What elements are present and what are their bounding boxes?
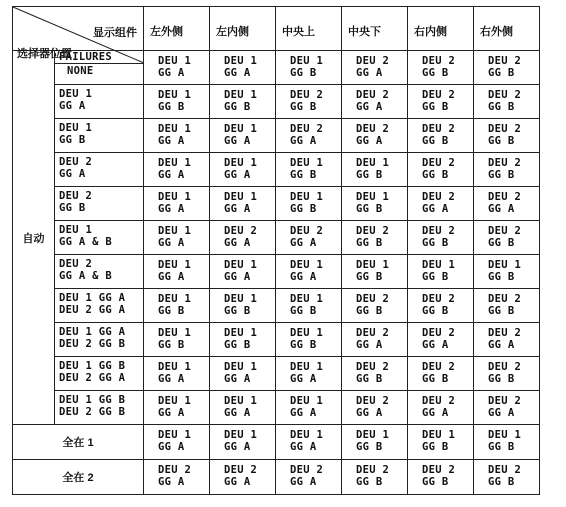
cell-line-gg: GG B [290, 101, 317, 113]
display-cell [474, 119, 540, 153]
cell-line-gg: GG A [488, 339, 515, 351]
cell-line-deu: DEU 2 [488, 157, 522, 169]
cell-line-deu: DEU 1 [158, 327, 192, 339]
display-cell [408, 221, 474, 255]
cell-line-deu: DEU 2 [224, 464, 258, 476]
display-cell [144, 153, 210, 187]
display-cell [276, 51, 342, 85]
cell-line-deu: DEU 1 [356, 429, 390, 441]
cell-line-deu: DEU 1 [158, 191, 192, 203]
display-cell [408, 323, 474, 357]
table-row [13, 153, 540, 187]
cell-line-deu: DEU 1 [224, 259, 258, 271]
condition-line-2: GG B [59, 202, 86, 214]
cell-line-gg: GG A [158, 237, 185, 249]
cell-line-deu: DEU 1 [224, 89, 258, 101]
mode-auto-label: 自动 [13, 51, 55, 425]
cell-line-gg: GG B [488, 476, 515, 488]
cell-line-deu: DEU 2 [488, 464, 522, 476]
display-cell [210, 391, 276, 425]
cell-line-gg: GG A [224, 407, 251, 419]
cell-line-gg: GG A [158, 135, 185, 147]
cell-line-deu: DEU 2 [488, 55, 522, 67]
display-cell [144, 221, 210, 255]
cell-line-gg: GG A [158, 476, 185, 488]
display-cell [276, 357, 342, 391]
cell-line-deu: DEU 2 [356, 464, 390, 476]
display-cell [474, 289, 540, 323]
display-cell [474, 221, 540, 255]
cell-line-deu: DEU 2 [422, 157, 456, 169]
cell-line-deu: DEU 2 [158, 464, 192, 476]
cell-line-deu: DEU 2 [290, 89, 324, 101]
condition-line-1: DEU 1 GG A [59, 292, 126, 304]
failure-condition [55, 391, 144, 425]
display-cell [474, 357, 540, 391]
cell-line-gg: GG A [158, 271, 185, 283]
failure-condition [55, 357, 144, 391]
cell-line-deu: DEU 1 [224, 395, 258, 407]
display-cell [474, 391, 540, 425]
cell-line-deu: DEU 2 [422, 191, 456, 203]
display-cell [144, 391, 210, 425]
cell-line-deu: DEU 1 [158, 89, 192, 101]
cell-line-gg: GG B [290, 305, 317, 317]
cell-line-gg: GG B [356, 271, 383, 283]
condition-line-1: DEU 1 GG A [59, 326, 126, 338]
table-row [13, 187, 540, 221]
cell-line-deu: DEU 2 [290, 123, 324, 135]
cell-line-gg: GG A [422, 407, 449, 419]
display-cell [210, 460, 276, 495]
display-cell [342, 255, 408, 289]
table-row [13, 221, 540, 255]
cell-line-gg: GG A [158, 203, 185, 215]
display-cell [144, 119, 210, 153]
cell-line-gg: GG B [488, 441, 515, 453]
display-cell [144, 187, 210, 221]
display-cell [342, 323, 408, 357]
condition-line-2: DEU 2 GG B [59, 338, 126, 350]
cell-line-deu: DEU 2 [356, 123, 390, 135]
display-cell [474, 187, 540, 221]
cell-line-gg: GG B [158, 339, 185, 351]
display-cell [144, 85, 210, 119]
cell-line-deu: DEU 1 [158, 395, 192, 407]
display-cell [144, 255, 210, 289]
cell-line-deu: DEU 1 [224, 191, 258, 203]
cell-line-deu: DEU 2 [488, 395, 522, 407]
table-row [13, 460, 540, 495]
cell-line-gg: GG A [158, 373, 185, 385]
cell-line-deu: DEU 1 [158, 157, 192, 169]
col-header-center-lower: 中央下 [342, 7, 408, 51]
cell-line-deu: DEU 1 [290, 361, 324, 373]
condition-line-1: DEU 1 [59, 88, 93, 100]
cell-line-gg: GG A [356, 135, 383, 147]
cell-line-deu: DEU 1 [158, 225, 192, 237]
cell-line-deu: DEU 2 [356, 293, 390, 305]
cell-line-deu: DEU 1 [224, 361, 258, 373]
cell-line-deu: DEU 1 [290, 327, 324, 339]
table-row [13, 255, 540, 289]
cell-line-gg: GG B [422, 305, 449, 317]
cell-line-gg: GG A [356, 101, 383, 113]
cell-line-deu: DEU 1 [290, 259, 324, 271]
condition-line-1: DEU 1 GG B [59, 360, 126, 372]
cell-line-deu: DEU 1 [488, 429, 522, 441]
cell-line-deu: DEU 2 [356, 89, 390, 101]
cell-line-gg: GG B [158, 101, 185, 113]
cell-line-gg: GG A [356, 67, 383, 79]
cell-line-deu: DEU 1 [290, 293, 324, 305]
display-cell [342, 425, 408, 460]
condition-line-1: DEU 1 [59, 122, 93, 134]
failure-condition [55, 153, 144, 187]
display-cell [276, 221, 342, 255]
cell-line-gg: GG A [290, 407, 317, 419]
cell-line-deu: DEU 2 [422, 327, 456, 339]
cell-line-gg: GG A [290, 373, 317, 385]
display-cell [408, 85, 474, 119]
cell-line-gg: GG A [224, 441, 251, 453]
cell-line-deu: DEU 2 [488, 225, 522, 237]
cell-line-deu: DEU 2 [356, 395, 390, 407]
condition-line-1: DEU 1 [59, 224, 93, 236]
cell-line-gg: GG B [356, 305, 383, 317]
cell-line-deu: DEU 2 [422, 361, 456, 373]
cell-line-gg: GG B [356, 476, 383, 488]
cell-line-deu: DEU 1 [290, 429, 324, 441]
display-cell [342, 187, 408, 221]
cell-line-deu: DEU 2 [488, 123, 522, 135]
cell-line-deu: DEU 1 [422, 429, 456, 441]
cell-line-gg: GG A [488, 203, 515, 215]
cell-line-deu: DEU 1 [158, 55, 192, 67]
col-header-left-inner: 左内侧 [210, 7, 276, 51]
cell-line-gg: GG A [290, 135, 317, 147]
cell-line-gg: GG A [158, 169, 185, 181]
cell-line-deu: DEU 1 [224, 293, 258, 305]
display-cell [144, 51, 210, 85]
display-cell [474, 153, 540, 187]
cell-line-gg: GG A [224, 476, 251, 488]
cell-line-gg: GG B [488, 67, 515, 79]
display-cell [210, 119, 276, 153]
cell-line-gg: GG A [290, 476, 317, 488]
display-cell [408, 187, 474, 221]
table-row [13, 425, 540, 460]
cell-line-gg: GG B [488, 237, 515, 249]
col-header-right-inner: 右内侧 [408, 7, 474, 51]
cell-line-gg: GG A [356, 339, 383, 351]
display-cell [408, 425, 474, 460]
display-cell [210, 323, 276, 357]
display-cell [144, 289, 210, 323]
display-cell [144, 357, 210, 391]
failure-condition [55, 255, 144, 289]
cell-line-gg: GG A [290, 271, 317, 283]
display-cell [210, 51, 276, 85]
table-row [13, 357, 540, 391]
cell-line-gg: GG B [290, 339, 317, 351]
display-cell [276, 255, 342, 289]
cell-line-gg: GG B [356, 237, 383, 249]
cell-line-deu: DEU 1 [224, 327, 258, 339]
display-cell [408, 153, 474, 187]
cell-line-gg: GG A [488, 407, 515, 419]
cell-line-deu: DEU 1 [290, 55, 324, 67]
cell-line-gg: GG B [290, 169, 317, 181]
cell-line-deu: DEU 1 [356, 157, 390, 169]
condition-line-2: DEU 2 GG B [59, 406, 126, 418]
display-cell [408, 460, 474, 495]
display-cell [408, 119, 474, 153]
display-cell [342, 460, 408, 495]
cell-line-deu: DEU 1 [224, 429, 258, 441]
cell-line-deu: DEU 2 [422, 89, 456, 101]
cell-line-deu: DEU 2 [356, 55, 390, 67]
table-row [13, 119, 540, 153]
cell-line-gg: GG B [488, 101, 515, 113]
table-row [13, 289, 540, 323]
display-cell [474, 460, 540, 495]
cell-line-deu: DEU 1 [158, 293, 192, 305]
display-cell [144, 323, 210, 357]
display-cell [408, 391, 474, 425]
cell-line-gg: GG B [422, 476, 449, 488]
display-cell [408, 289, 474, 323]
display-cell [408, 255, 474, 289]
cell-line-deu: DEU 2 [422, 293, 456, 305]
cell-line-gg: GG B [488, 169, 515, 181]
cell-line-deu: DEU 2 [422, 464, 456, 476]
cell-line-deu: DEU 1 [158, 123, 192, 135]
cell-line-gg: GG B [356, 203, 383, 215]
display-cell [144, 425, 210, 460]
cell-line-deu: DEU 1 [158, 429, 192, 441]
table-row [13, 391, 540, 425]
display-cell [342, 289, 408, 323]
display-cell [408, 357, 474, 391]
selector-position-label: 选择器位置 [17, 48, 72, 60]
cell-line-gg: GG A [158, 67, 185, 79]
cell-line-deu: DEU 1 [158, 361, 192, 373]
condition-line-2: GG A [59, 100, 86, 112]
header-row [13, 7, 540, 51]
cell-line-gg: GG A [356, 407, 383, 419]
display-cell [474, 51, 540, 85]
cell-line-gg: GG B [422, 67, 449, 79]
failure-condition [55, 85, 144, 119]
cell-line-gg: GG B [224, 339, 251, 351]
display-cell [276, 425, 342, 460]
display-cell [276, 119, 342, 153]
condition-line-1: DEU 2 [59, 156, 93, 168]
condition-line-2: GG A & B [59, 236, 112, 248]
cell-line-deu: DEU 1 [224, 55, 258, 67]
failures-label: FAILURES [55, 51, 143, 64]
cell-line-deu: DEU 1 [290, 157, 324, 169]
display-cell [474, 85, 540, 119]
display-cell [474, 323, 540, 357]
selector-all-label: 全在 2 [13, 460, 144, 495]
cell-line-gg: GG A [158, 441, 185, 453]
cell-line-gg: GG A [422, 339, 449, 351]
cell-line-deu: DEU 1 [224, 157, 258, 169]
cell-line-deu: DEU 1 [356, 191, 390, 203]
cell-line-gg: GG B [356, 441, 383, 453]
condition-line-1: DEU 2 [59, 258, 93, 270]
condition-line-2: GG B [59, 134, 86, 146]
cell-line-gg: GG B [422, 101, 449, 113]
display-cell [210, 85, 276, 119]
display-cell [276, 323, 342, 357]
cell-line-gg: GG B [422, 271, 449, 283]
display-cell [276, 153, 342, 187]
cell-line-gg: GG A [158, 407, 185, 419]
cell-line-deu: DEU 2 [356, 361, 390, 373]
table-body [13, 51, 540, 495]
cell-line-gg: GG A [224, 169, 251, 181]
cell-line-deu: DEU 2 [290, 464, 324, 476]
col-header-left-outer: 左外侧 [144, 7, 210, 51]
cell-line-deu: DEU 2 [290, 225, 324, 237]
display-cell [342, 119, 408, 153]
display-cell [342, 221, 408, 255]
cell-line-gg: GG B [290, 203, 317, 215]
display-cell [276, 391, 342, 425]
failure-condition [55, 289, 144, 323]
cell-line-gg: GG B [422, 441, 449, 453]
cell-line-deu: DEU 1 [290, 191, 324, 203]
display-cell [210, 255, 276, 289]
cell-line-gg: GG B [224, 101, 251, 113]
cell-line-gg: GG A [224, 135, 251, 147]
cell-line-gg: GG B [158, 305, 185, 317]
display-cell [342, 85, 408, 119]
cell-line-deu: DEU 1 [224, 123, 258, 135]
display-cell [342, 51, 408, 85]
failure-condition [55, 119, 144, 153]
display-cell [210, 153, 276, 187]
cell-line-gg: GG A [224, 373, 251, 385]
cell-line-gg: GG A [422, 203, 449, 215]
cell-line-gg: GG B [422, 135, 449, 147]
cell-line-deu: DEU 2 [224, 225, 258, 237]
cell-line-gg: GG A [224, 237, 251, 249]
cell-line-deu: DEU 1 [158, 259, 192, 271]
display-cell [342, 391, 408, 425]
cell-line-gg: GG A [290, 441, 317, 453]
display-component-label: 显示组件 [93, 27, 137, 39]
cell-line-deu: DEU 1 [290, 395, 324, 407]
display-cell [408, 51, 474, 85]
display-cell [474, 425, 540, 460]
cell-line-deu: DEU 2 [356, 327, 390, 339]
cell-line-deu: DEU 2 [488, 191, 522, 203]
cell-line-deu: DEU 1 [488, 259, 522, 271]
cell-line-deu: DEU 2 [356, 225, 390, 237]
cell-line-gg: GG B [290, 67, 317, 79]
cell-line-deu: DEU 2 [488, 327, 522, 339]
failure-condition [55, 187, 144, 221]
cell-line-gg: GG A [224, 271, 251, 283]
cell-line-gg: GG B [356, 373, 383, 385]
condition-line-2: GG A [59, 168, 86, 180]
display-cell [342, 357, 408, 391]
cell-line-gg: GG A [290, 237, 317, 249]
condition-line-1: DEU 1 GG B [59, 394, 126, 406]
display-cell [276, 460, 342, 495]
cell-line-deu: DEU 2 [488, 89, 522, 101]
col-header-right-outer: 右外侧 [474, 7, 540, 51]
condition-line-2: DEU 2 GG A [59, 372, 126, 384]
condition-line-1: DEU 2 [59, 190, 93, 202]
cell-line-deu: DEU 2 [422, 395, 456, 407]
cell-line-deu: DEU 2 [488, 293, 522, 305]
condition-line-2: DEU 2 GG A [59, 304, 126, 316]
table-row [13, 85, 540, 119]
display-cell [210, 289, 276, 323]
deu-reconfiguration-table [12, 6, 540, 495]
failure-condition [55, 221, 144, 255]
display-cell [276, 85, 342, 119]
cell-line-gg: GG B [488, 135, 515, 147]
display-cell [210, 221, 276, 255]
failure-condition [55, 323, 144, 357]
condition-line-2: GG A & B [59, 270, 112, 282]
cell-line-gg: GG B [488, 305, 515, 317]
display-cell [342, 153, 408, 187]
none-label: NONE [67, 65, 94, 77]
table-row [13, 323, 540, 357]
cell-line-gg: GG A [224, 67, 251, 79]
cell-line-deu: DEU 2 [422, 55, 456, 67]
display-cell [144, 460, 210, 495]
cell-line-deu: DEU 2 [422, 123, 456, 135]
display-cell [276, 187, 342, 221]
cell-line-gg: GG B [422, 237, 449, 249]
cell-line-gg: GG A [224, 203, 251, 215]
display-cell [474, 255, 540, 289]
cell-line-deu: DEU 1 [356, 259, 390, 271]
display-cell [210, 187, 276, 221]
cell-line-gg: GG B [224, 305, 251, 317]
display-cell [276, 289, 342, 323]
col-header-center-upper: 中央上 [276, 7, 342, 51]
cell-line-deu: DEU 2 [488, 361, 522, 373]
cell-line-deu: DEU 1 [422, 259, 456, 271]
cell-line-gg: GG B [356, 169, 383, 181]
cell-line-deu: DEU 2 [422, 225, 456, 237]
display-cell [210, 357, 276, 391]
cell-line-gg: GG B [422, 169, 449, 181]
cell-line-gg: GG B [488, 373, 515, 385]
cell-line-gg: GG B [488, 271, 515, 283]
selector-all-label: 全在 1 [13, 425, 144, 460]
display-cell [210, 425, 276, 460]
cell-line-gg: GG B [422, 373, 449, 385]
